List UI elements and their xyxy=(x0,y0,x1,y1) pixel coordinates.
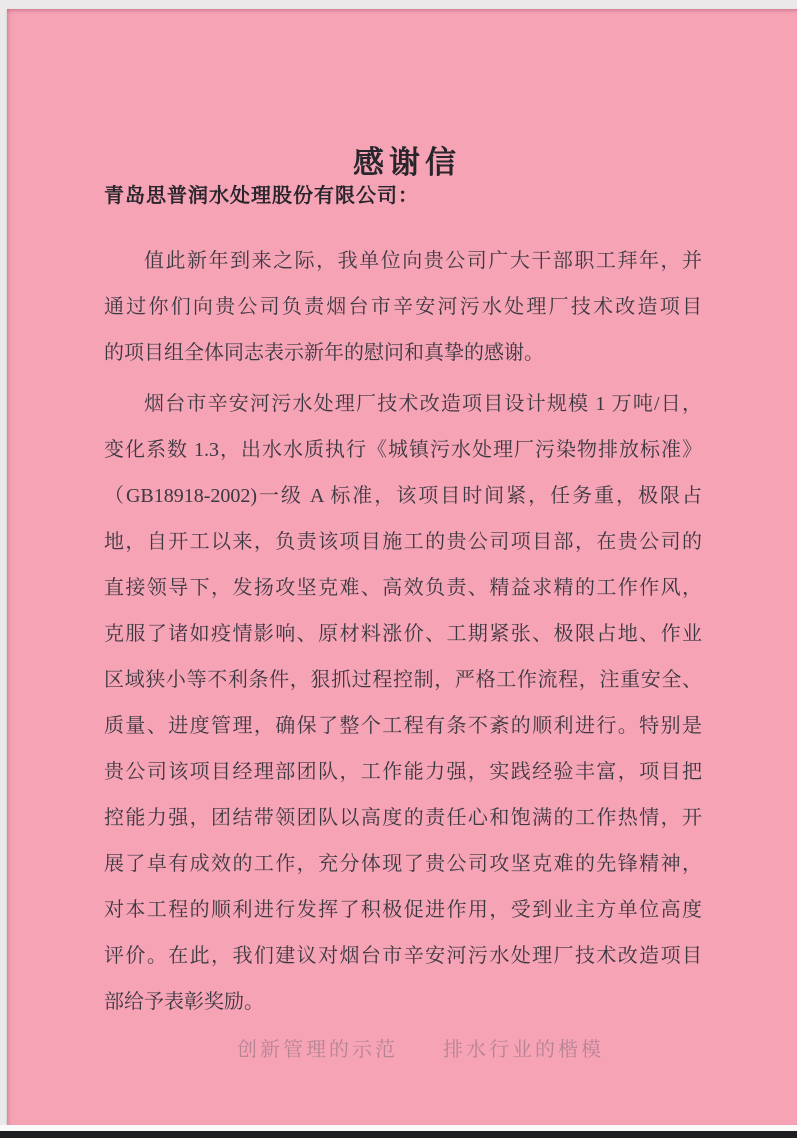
letter-line: 贵公司该项目经理部团队，工作能力强，实践经验丰富，项目把 xyxy=(104,761,702,783)
letter-body xyxy=(104,238,702,1025)
letter-line: 值此新年到来之际，我单位向贵公司广大干部职工拜年，并 xyxy=(144,250,702,272)
letter-line: 评价。在此，我们建议对烟台市辛安河污水处理厂技术改造项目 xyxy=(104,945,702,967)
letter-line: 展了卓有成效的工作，充分体现了贵公司攻坚克难的先锋精神， xyxy=(104,853,702,875)
letter-line: 对本工程的顺利进行发挥了积极促进作用，受到业主方单位高度 xyxy=(104,899,702,921)
letter-title: 感谢信 xyxy=(353,144,461,180)
letter-line: （GB18918-2002)一级 A 标准，该项目时间紧，任务重，极限占 xyxy=(104,485,702,507)
letter-line: 控能力强，团结带领团队以高度的责任心和饱满的工作热情，开 xyxy=(104,807,702,829)
letter-line: 烟台市辛安河污水处理厂技术改造项目设计规模 1 万吨/日， xyxy=(144,393,702,415)
letter-line: 地，自开工以来，负责该项目施工的贵公司项目部，在贵公司的 xyxy=(104,531,702,553)
letter-line: 变化系数 1.3，出水水质执行《城镇污水处理厂污染物排放标准》 xyxy=(104,439,702,461)
letter-paper xyxy=(7,9,797,1125)
letter-footer-slogan xyxy=(237,1035,604,1065)
footer-slogan-left: 创新管理的示范 xyxy=(237,1039,398,1061)
scanner-edge-strip xyxy=(0,1131,797,1138)
letter-line: 区域狭小等不利条件，狠抓过程控制，严格工作流程，注重安全、 xyxy=(104,669,702,691)
letter-line: 部给予表彰奖励。 xyxy=(104,991,264,1013)
letter-line: 质量、进度管理，确保了整个工程有条不紊的顺利进行。特别是 xyxy=(104,715,702,737)
letter-line: 通过你们向贵公司负责烟台市辛安河污水处理厂技术改造项目 xyxy=(104,296,702,318)
letter-line: 克服了诸如疫情影响、原材料涨价、工期紧张、极限占地、作业 xyxy=(104,623,702,645)
letter-line: 的项目组全体同志表示新年的慰问和真挚的感谢。 xyxy=(104,342,544,364)
letter-line: 直接领导下，发扬攻坚克难、高效负责、精益求精的工作作风， xyxy=(104,577,702,599)
footer-slogan-right: 排水行业的楷模 xyxy=(443,1039,604,1061)
letter-salutation: 青岛思普润水处理股份有限公司： xyxy=(104,185,419,207)
